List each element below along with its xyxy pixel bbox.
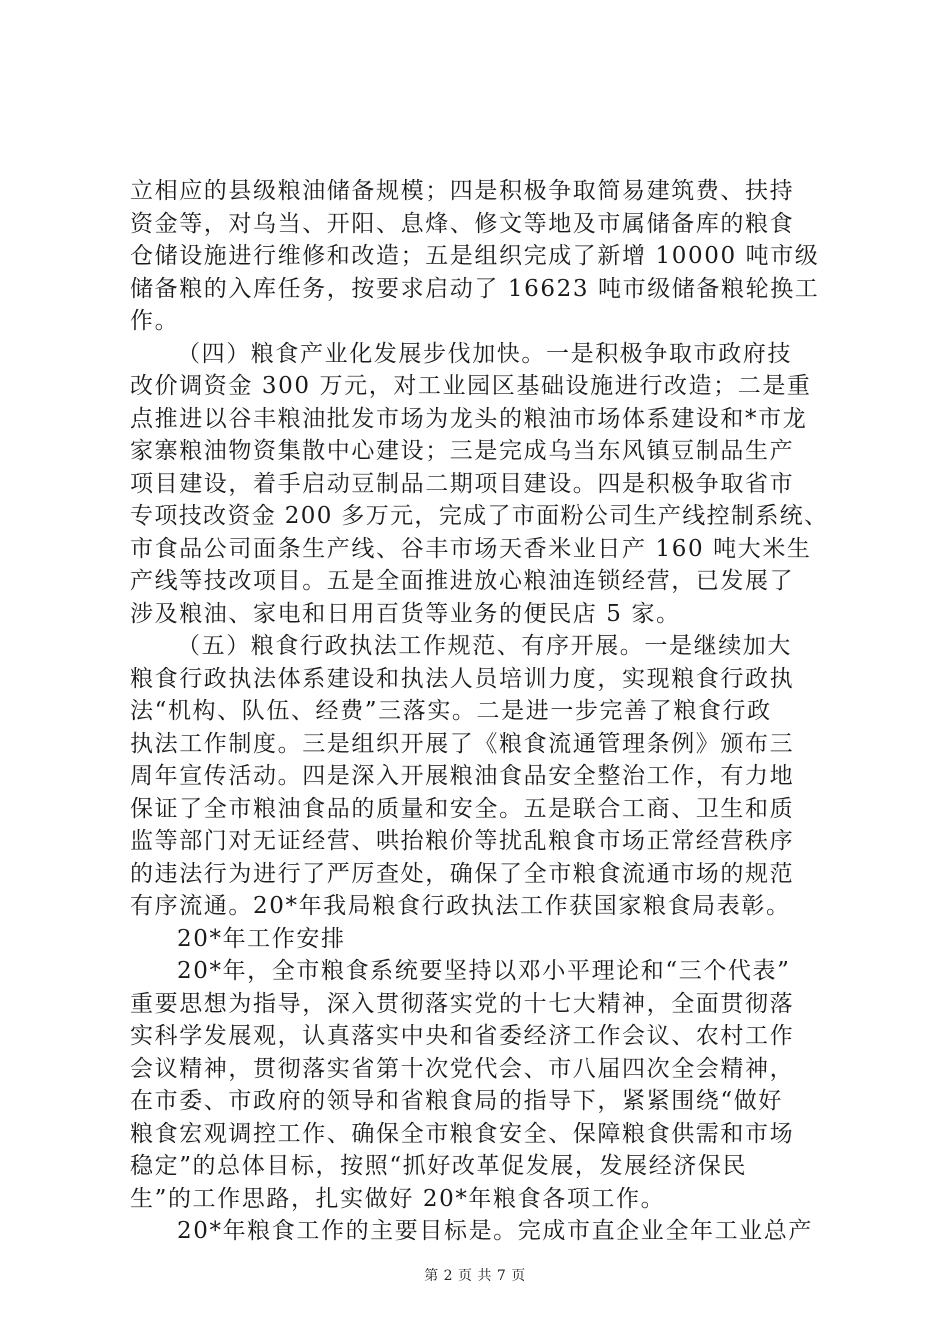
text-line: 点推进以谷丰粮油批发市场为龙头的粮油市场体系建设和*市龙 xyxy=(130,405,808,432)
text-line: 20*年粮食工作的主要目标是。完成市直企业全年工业总产 xyxy=(177,1218,813,1244)
text-line: 会议精神，贯彻落实省第十次党代会、市八届四次全会精神， xyxy=(130,1055,795,1082)
text-line: 保证了全市粮油食品的质量和安全。五是联合工商、卫生和质 xyxy=(130,795,795,822)
text-line: 粮食宏观调控工作、确保全市粮食安全、保障粮食供需和市场 xyxy=(130,1120,795,1147)
text-line: 监等部门对无证经营、哄抬粮价等扰乱粮食市场正常经营秩序 xyxy=(130,828,795,854)
text-line: 储备粮的入库任务，按要求启动了 16623 吨市级储备粮轮换工 xyxy=(130,275,820,302)
text-line: 20*年，全市粮食系统要坚持以邓小平理论和“三个代表” xyxy=(177,958,791,984)
text-line: 法“机构、队伍、经费”三落实。二是进一步完善了粮食行政 xyxy=(130,698,772,724)
text-line: 稳定”的总体目标，按照“抓好改革促发展，发展经济保民 xyxy=(130,1153,748,1179)
text-line: 有序流通。20*年我局粮食行政执法工作获国家粮食局表彰。 xyxy=(130,893,791,919)
text-line: 家寨粮油物资集散中心建设；三是完成乌当东风镇豆制品生产 xyxy=(130,438,795,464)
text-line: 周年宣传活动。四是深入开展粮油食品安全整治工作，有力地 xyxy=(130,763,795,789)
text-line: 粮食行政执法体系建设和执法人员培训力度，实现粮食行政执 xyxy=(130,665,795,692)
text-line: 涉及粮油、家电和日用百货等业务的便民店 5 家。 xyxy=(130,600,681,627)
text-line: 在市委、市政府的领导和省粮食局的指导下，紧紧围绕“做好 xyxy=(130,1088,783,1114)
text-line: 改价调资金 300 万元，对工业园区基础设施进行改造；二是重 xyxy=(130,373,812,399)
text-line: 执法工作制度。三是组织开展了《粮食流通管理条例》颁布三 xyxy=(130,730,795,757)
text-line: 市食品公司面条生产线、谷丰市场天香米业日产 160 吨大米生 xyxy=(130,535,812,562)
text-line: 专项技改资金 200 多万元，完成了市面粉公司生产线控制系统、 xyxy=(130,503,829,529)
text-line: 重要思想为指导，深入贯彻落实党的十七大精神，全面贯彻落 xyxy=(130,990,795,1017)
page-footer: 第 2 页 共 7 页 xyxy=(424,1268,526,1284)
text-line: （五）粮食行政执法工作规范、有序开展。一是继续加大 xyxy=(177,633,792,659)
text-line: 的违法行为进行了严厉查处，确保了全市粮食流通市场的规范 xyxy=(130,860,795,887)
document-body xyxy=(130,175,830,1248)
text-line: 作。 xyxy=(130,308,180,334)
text-line: 20*年工作安排 xyxy=(177,925,346,952)
text-line: 实科学发展观，认真落实中央和省委经济工作会议、农村工作 xyxy=(130,1023,795,1049)
text-line: 项目建设，着手启动豆制品二期项目建设。四是积极争取省市 xyxy=(130,470,795,497)
text-line: （四）粮食产业化发展步伐加快。一是积极争取市政府技 xyxy=(177,340,792,367)
text-line: 资金等，对乌当、开阳、息烽、修文等地及市属储备库的粮食 xyxy=(130,210,795,237)
text-line: 立相应的县级粮油储备规模；四是积极争取简易建筑费、扶持 xyxy=(130,178,795,204)
text-line: 生”的工作思路，扎实做好 20*年粮食各项工作。 xyxy=(130,1185,666,1212)
text-line: 仓储设施进行维修和改造；五是组织完成了新增 10000 吨市级 xyxy=(130,243,820,269)
text-line: 产线等技改项目。五是全面推进放心粮油连锁经营，已发展了 xyxy=(130,568,795,594)
